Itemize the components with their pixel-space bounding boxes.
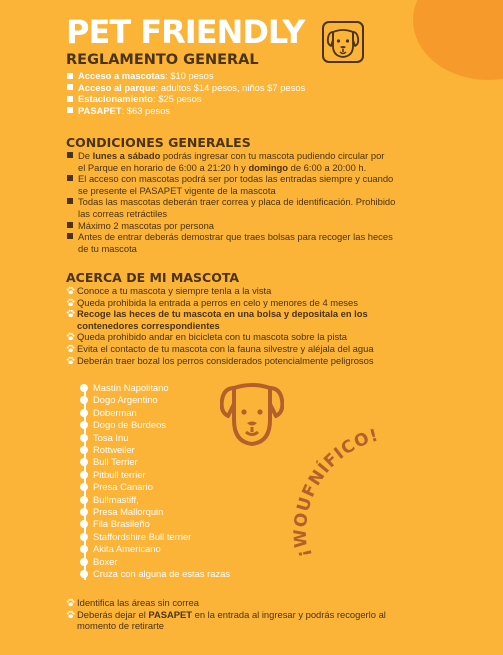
dog-face-icon <box>319 18 367 66</box>
breed-item: Dogo Argentino <box>80 394 230 406</box>
list-item: Recoge las heces de tu mascota en una bolsa y depositala en los <box>66 308 374 320</box>
list-item: Queda prohibida la entrada a perros en celo y menores de 4 meses <box>66 297 374 309</box>
bullet-dot-icon <box>80 533 88 541</box>
breed-item: Presa Mallorquin <box>80 506 230 518</box>
list-item: PASAPET: $63 pesos <box>66 105 305 117</box>
list-item: Conoce a tu mascota y siempre tenla a la vista <box>66 285 374 297</box>
paw-icon <box>66 332 75 341</box>
breed-item: Mastín Napolitano <box>80 382 230 394</box>
breed-item: Bullmastiff, <box>80 494 230 506</box>
list-item: Máximo 2 mascotas por persona <box>66 220 395 232</box>
list-item: Deberás dejar el PASAPET en la entrada al ingresar y podrás recogerlo al <box>66 609 386 621</box>
bullet-dot-icon <box>80 570 88 578</box>
bullet-square-icon <box>67 107 73 113</box>
about-list <box>66 285 374 366</box>
paw-icon <box>66 286 75 295</box>
bullet-dot-icon <box>80 458 88 466</box>
paw-icon <box>66 309 75 318</box>
list-item: Acceso al parque: adultos $14 pesos, niños $7 pesos <box>66 82 305 94</box>
breed-item: Akita Americano <box>80 543 230 555</box>
bullet-dot-icon <box>80 409 88 417</box>
breed-item: Dogo de Burdeos <box>80 419 230 431</box>
bullet-dot-icon <box>80 446 88 454</box>
bullet-dot-icon <box>80 396 88 404</box>
breed-item: Presa Canario <box>80 481 230 493</box>
breed-item: Staffordshire Bull terrier <box>80 531 230 543</box>
breed-item: Pitbull terrier <box>80 469 230 481</box>
conditions-list <box>66 150 395 254</box>
list-item: Evita el contacto de tu mascota con la fauna silvestre y aléjala del agua <box>66 343 374 355</box>
section-heading-condiciones: CONDICIONES GENERALES <box>66 135 251 150</box>
bullet-square-icon <box>67 96 73 102</box>
breed-item: Fila Brasileño <box>80 518 230 530</box>
list-item: El acceso con mascotas podrá ser por todas las entradas siempre y cuando <box>66 173 395 185</box>
paw-icon <box>66 598 75 607</box>
paw-icon <box>66 610 75 619</box>
fees-list <box>66 70 305 116</box>
breed-item: Boxer <box>80 556 230 568</box>
list-item: el Parque en horario de 6:00 a 21:20 h y domingo de 6:00 a 20:00 h. <box>78 161 367 173</box>
final-notes-list <box>66 597 386 632</box>
list-item: las correas retráctiles <box>78 207 168 219</box>
list-item: contenedores correspondientes <box>77 319 220 331</box>
bullet-square-icon <box>67 73 73 79</box>
bullet-square-icon <box>67 222 73 228</box>
list-item: Deberán traer bozal los perros considerados potencialmente peligrosos <box>66 355 374 367</box>
bullet-dot-icon <box>80 471 88 479</box>
breed-item: Cruza con alguna de estas razas <box>80 568 230 580</box>
list-item: se presente el PASAPET vigente de la mascota <box>78 184 276 196</box>
list-item: Acceso a mascotas: $10 pesos <box>66 70 305 82</box>
bullet-dot-icon <box>80 508 88 516</box>
list-item: de tu mascota <box>78 242 137 254</box>
bullet-square-icon <box>67 233 73 239</box>
bullet-square-icon <box>67 152 73 158</box>
list-item: Todas las mascotas deberán traer correa y placa de identificación. Prohibido <box>66 196 395 208</box>
page-title: PET FRIENDLY <box>66 13 305 51</box>
bullet-dot-icon <box>80 434 88 442</box>
breed-item: Bull Terrier <box>80 456 230 468</box>
list-item: Antes de entrar deberás demostrar que traes bolsas para recoger las heces <box>66 231 395 243</box>
list-item: Queda prohibido andar en bicicleta con tu mascota sobre la pista <box>66 331 374 343</box>
bullet-dot-icon <box>80 496 88 504</box>
bullet-square-icon <box>67 198 73 204</box>
breed-item: Rottweiler <box>80 444 230 456</box>
list-item: Estacionamiento: $25 pesos <box>66 93 305 105</box>
svg-text:¡WOUFNÍFICO!: ¡WOUFNÍFICO! <box>290 425 382 560</box>
slogan-curved-text <box>250 410 440 600</box>
bullet-square-icon <box>67 175 73 181</box>
section-heading-reglamento: REGLAMENTO GENERAL <box>66 52 259 68</box>
list-item: Identifica las áreas sin correa <box>66 597 386 609</box>
breed-item: Tosa Inu <box>80 432 230 444</box>
breed-item: Doberman <box>80 407 230 419</box>
paw-icon <box>66 344 75 353</box>
list-item: De lunes a sábado podrás ingresar con tu mascota pudiendo circular por <box>66 150 395 162</box>
bullet-square-icon <box>67 84 73 90</box>
bullet-dot-icon <box>80 421 88 429</box>
bullet-dot-icon <box>80 520 88 528</box>
paw-icon <box>66 298 75 307</box>
breeds-list <box>80 382 230 581</box>
section-heading-acerca: ACERCA DE MI MASCOTA <box>66 270 240 285</box>
list-item: momento de retirarte <box>77 620 165 632</box>
bullet-dot-icon <box>80 483 88 491</box>
bullet-dot-icon <box>80 545 88 553</box>
bullet-dot-icon <box>80 384 88 392</box>
bullet-dot-icon <box>80 558 88 566</box>
paw-icon <box>66 356 75 365</box>
